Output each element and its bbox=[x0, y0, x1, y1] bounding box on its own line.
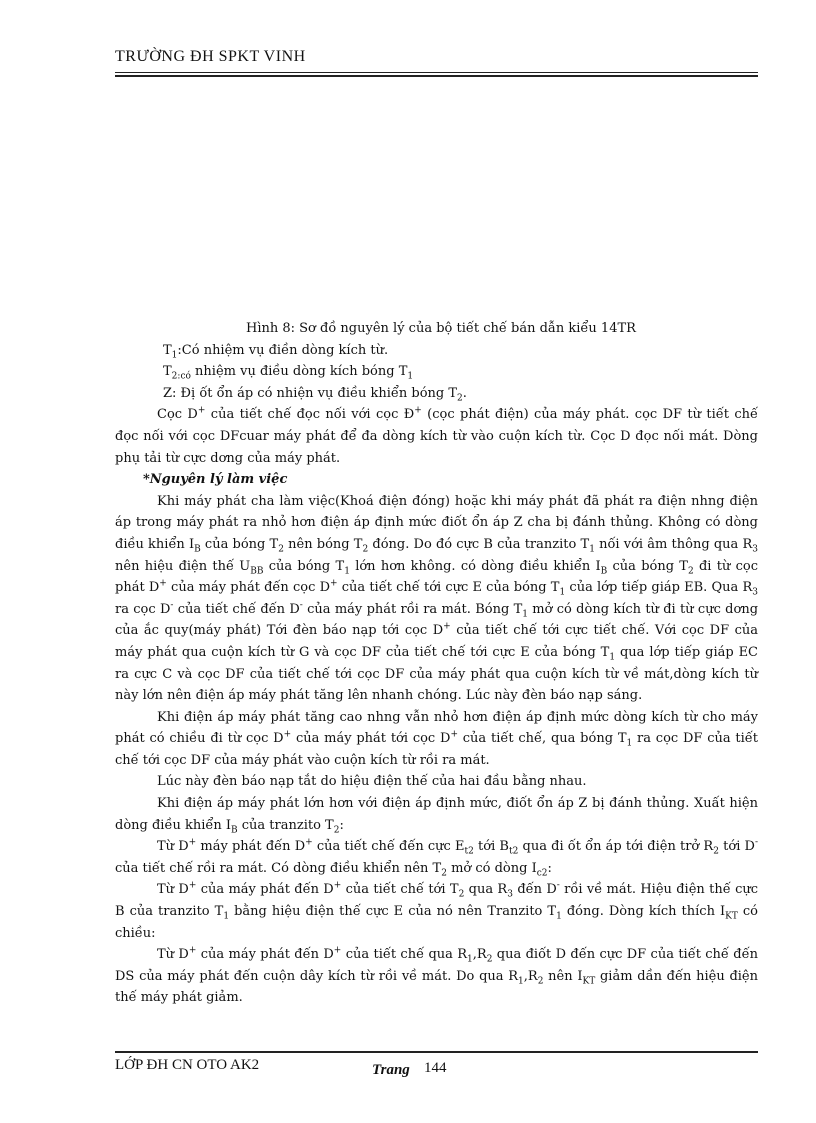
z-description: Z: Đị ốt ổn áp có nhiện vụ điều khiển bóng $T_2$. bbox=[163, 385, 467, 404]
paragraph-operation-7: Từ D+ của máy phát đến D+ của tiết chế qua $R_1,R_2$ qua điốt D đến cực DF của tiết chế đến DS của máy phát đến cuộn dây kích từ rồi về mát. Do qua $R_1,R_2$ nên $I_{KT}$ giảm dần đến hiệu điện thế máy phát giảm. bbox=[115, 945, 758, 1006]
section-heading: *Nguyên lý làm việc bbox=[143, 472, 288, 488]
paragraph-operation-5: Từ D+ máy phát đến D+ của tiết chế đến cực $E_{t2}$ tới $B_{t2}$ qua đi ốt ổn áp tới điện trở $R_2$ tới D- của tiết chế rồi ra mát. Có dòng điều khiển nên $T_2$ mở có dòng $I_{c2}$: bbox=[115, 837, 759, 879]
header-rule-thick bbox=[115, 75, 758, 77]
paragraph-operation-4: Khi điện áp máy phát lớn hơn với điện áp định mức, điốt ổn áp Z bị đánh thủng. Xuất hiện dòng điều khiển $I_B$ của tranzito $T_2$: bbox=[115, 796, 758, 836]
t1-description: $T_1:Có$ nhiệm vụ điền dòng kích từ. bbox=[163, 342, 389, 361]
paragraph-operation-3: Lúc này đèn báo nạp tắt do hiệu điện thế của hai đầu bằng nhau. bbox=[157, 774, 587, 790]
figure-caption: Hình 8: Sơ đồ nguyên lý của bộ tiết chế bán dẫn kiểu 14TR bbox=[246, 321, 636, 336]
document-body bbox=[115, 318, 758, 1009]
paragraph-operation-6: Từ D+ của máy phát đến D+ của tiết chế tới $T_2$ qua $R_3$ đến D- rồi về mát. Hiệu điện thế cực B của tranzito $T_1$ bằng hiệu điện thế cực E của nó nên Tranzito $T_1$ đóng. Dòng kích thích $I_{KT}$ có chiều: bbox=[115, 881, 758, 941]
footer-page-number: 144 bbox=[424, 1060, 447, 1076]
t2-description: $T_{2:có}$ nhiệm vụ điều dòng kích bóng $T_1$ bbox=[163, 364, 414, 382]
header-rule-thin bbox=[115, 72, 758, 73]
footer-page-word: Trang bbox=[372, 1062, 410, 1078]
header-title: TRƯỜNG ĐH SPKT VINH bbox=[115, 48, 306, 65]
paragraph-operation-2: Khi điện áp máy phát tăng cao nhng vẫn nhỏ hơn điện áp định mức dòng kích từ cho máy phát có chiều đi từ cọc D+ của máy phát tới cọc D+ của tiết chế, qua bóng $T_1$ ra cọc DF của tiết chế tới cọc DF của máy phát vào cuộn kích từ rồi ra mát. bbox=[115, 709, 759, 768]
footer-class-label: LỚP ĐH CN OTO AK2 bbox=[115, 1057, 260, 1073]
page-header bbox=[115, 48, 758, 66]
footer-rule bbox=[115, 1051, 758, 1053]
paragraph-operation-1: Khi máy phát cha làm việc(Khoá điện đóng) hoặc khi máy phát đã phát ra điện nhng điện áp trong máy phát ra nhỏ hơn điện áp định mức điốt ổn áp Z cha bị đánh thủng. Không có dòng điều khiển $I_B$ của bóng $T_2$ nên bóng $T_2$ đóng. Do đó cực B của tranzito $T_1$ nối với âm thông qua $R_3$ nên hiệu điện thế $U_{BB}$ của bóng $T_1$ lớn hơn không. có dòng điều khiển $I_B$ của bóng $T_2$ đi từ cọc phát D+ của máy phát đến cọc D+ của tiết chế tới cực E của bóng $T_1$ của lớp tiếp giáp EB. Qua $R_3$ ra cọc D- của tiết chế đến D- của máy phát rồi ra mát. Bóng $T_1$ mở có dòng kích từ đi từ cực dơng của ắc quy(máy phát) Tới đèn báo nạp tới cọc D+ của tiết chế tới cực tiết chế. Với cọc DF của máy phát qua cuộn kích từ G và cọc DF của tiết chế tới cực E của bóng $T_1$ qua lớp tiếp giáp EC ra cực C và cọc DF của tiết chế tới cọc DF của máy phát qua cuộn kích từ về mát,dòng kích từ này lớn nên điện áp máy phát tăng lên nhanh chóng. Lúc này đèn báo nạp sáng. bbox=[115, 493, 759, 704]
paragraph-connections: Cọc D+ của tiết chế đọc nối với cọc Đ+ (cọc phát điện) của máy phát. cọc DF từ tiết chế đọc nối với cọc DFcuar máy phát để đa dòng kích từ vào cuộn kích từ. Cọc D đọc nối mát. Dòng phụ tải từ cực dơng của máy phát. bbox=[115, 406, 759, 466]
